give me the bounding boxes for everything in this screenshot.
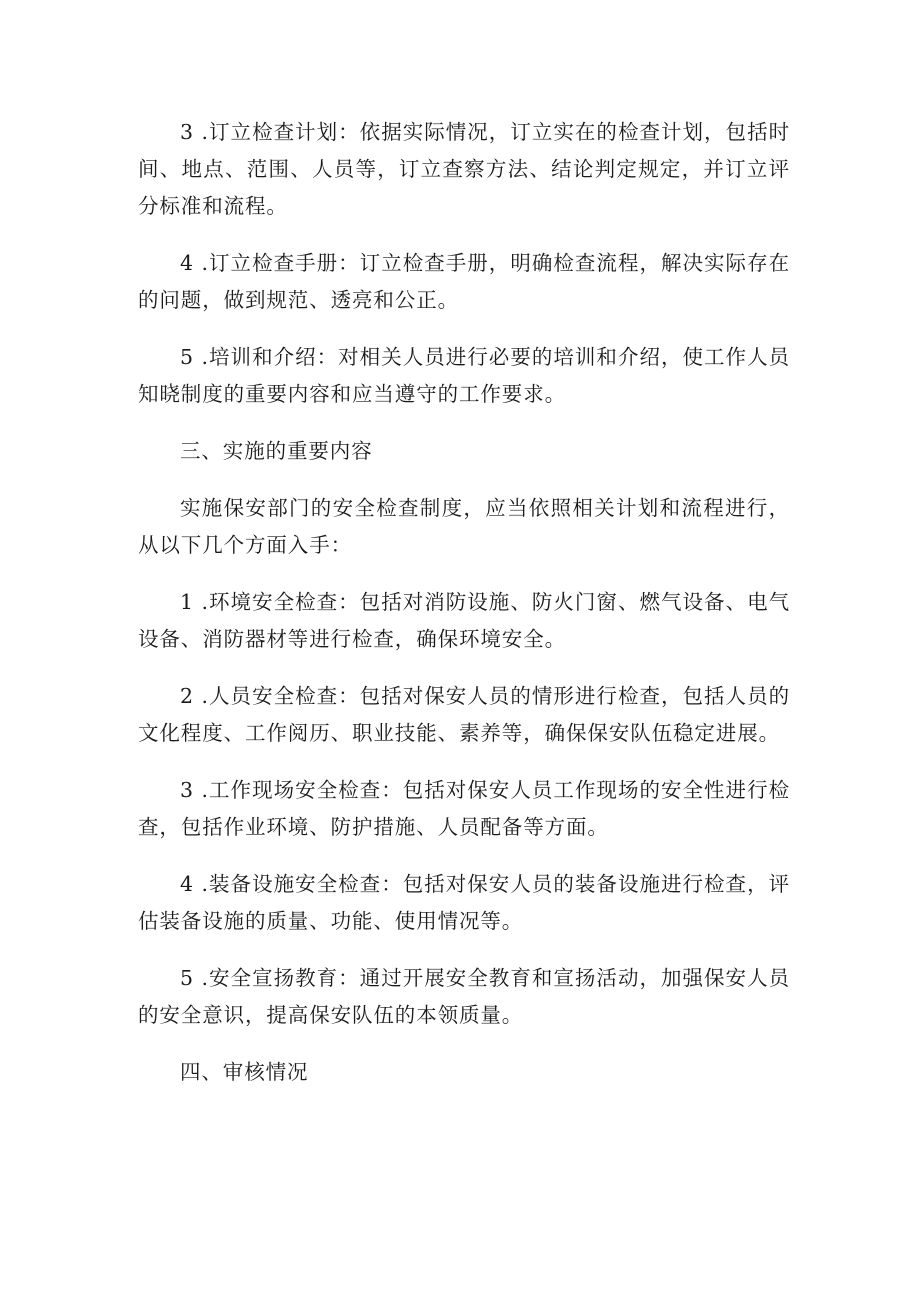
section-heading-implementation: 三、实施的重要内容 — [180, 439, 373, 463]
paragraph-manual: 4 .订立检查手册：订立检查手册，明确检查流程，解决实际存在的问题，做到规范、透亮和公正。 — [138, 251, 790, 312]
paragraph-plan: 3 .订立检查计划：依据实际情况，订立实在的检查计划，包括时间、地点、范围、人员等，订立查察方法、结论判定规定，并订立评分标准和流程。 — [138, 120, 790, 218]
paragraph-worksite-check: 3 .工作现场安全检查：包括对保安人员工作现场的安全性进行检查，包括作业环境、防护措施、人员配备等方面。 — [138, 778, 790, 839]
paragraph-implementation-intro: 实施保安部门的安全检查制度，应当依照相关计划和流程进行，从以下几个方面入手： — [138, 496, 790, 557]
paragraph-environment-check: 1 .环境安全检查：包括对消防设施、防火门窗、燃气设备、电气设备、消防器材等进行检查，确保环境安全。 — [138, 590, 790, 651]
paragraph-training: 5 .培训和介绍：对相关人员进行必要的培训和介绍，使工作人员知晓制度的重要内容和应当遵守的工作要求。 — [138, 345, 790, 406]
document-body — [138, 114, 790, 1091]
paragraph-personnel-check: 2 .人员安全检查：包括对保安人员的情形进行检查，包括人员的文化程度、工作阅历、职业技能、素养等，确保保安队伍稳定进展。 — [138, 684, 790, 745]
paragraph-safety-education: 5 .安全宣扬教育：通过开展安全教育和宣扬活动，加强保安人员的安全意识，提高保安队伍的本领质量。 — [138, 966, 790, 1027]
paragraph-equipment-check: 4 .装备设施安全检查：包括对保安人员的装备设施进行检查，评估装备设施的质量、功能、使用情况等。 — [138, 872, 790, 933]
section-heading-review: 四、审核情况 — [180, 1060, 309, 1084]
